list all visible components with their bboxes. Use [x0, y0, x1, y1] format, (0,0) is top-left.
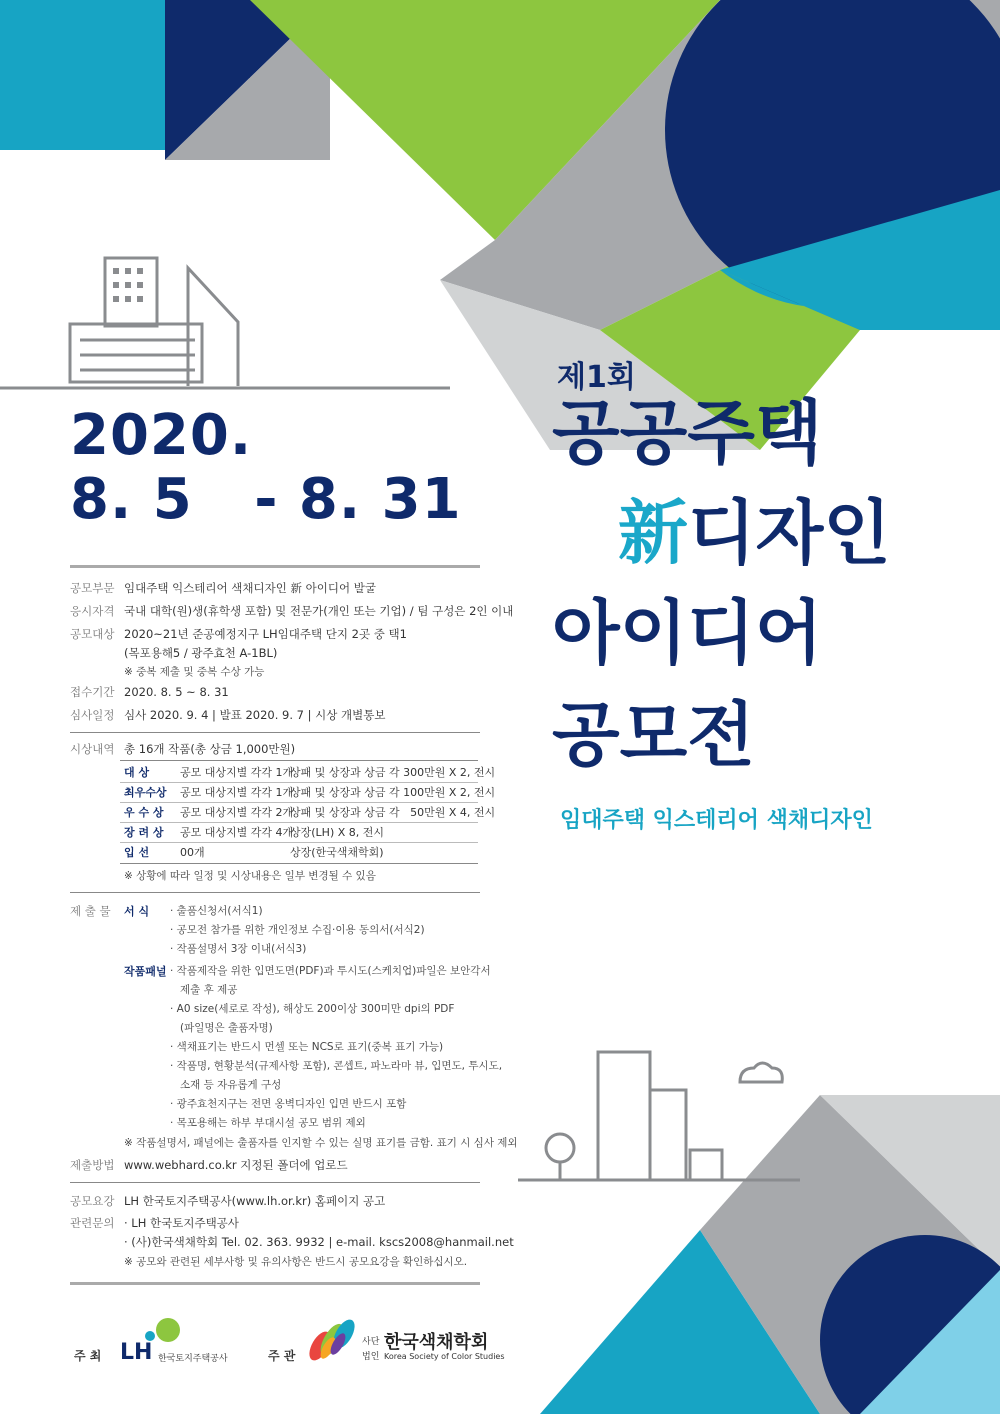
- prize-count: 공모 대상지별 각각 1개: [180, 786, 294, 799]
- form-item: · 공모전 참가를 위한 개인정보 수집·이용 동의서(서식2): [170, 924, 425, 936]
- date-range: 8. 5 - 8. 31: [70, 467, 462, 532]
- method-label: 제출방법: [70, 1158, 115, 1172]
- prize-name: 장 려 상: [124, 826, 164, 839]
- inquiry-label: 관련문의: [70, 1216, 115, 1230]
- guide-text: LH 한국토지주택공사(www.lh.or.kr) 홈페이지 공고: [124, 1194, 386, 1208]
- navy-circle-bottom: [820, 1235, 1000, 1414]
- guide-label: 공모요강: [70, 1194, 115, 1208]
- prize-name: 입 선: [124, 846, 150, 859]
- divider: [70, 732, 480, 733]
- org-name: 한국색채학회: [384, 1332, 489, 1353]
- title-line-1: 공공주택: [552, 392, 823, 474]
- building-illustration-top: [0, 0, 500, 400]
- prize-reward: 상장(LH) X 8, 전시: [290, 826, 385, 839]
- inquiry-line: · LH 한국토지주택공사: [124, 1216, 239, 1230]
- prize-reward: 상패 및 상장과 상금 각 100만원 X 2, 전시: [290, 786, 496, 799]
- info-label: 공모부문: [70, 581, 115, 595]
- panel-item: · 광주효천지구는 전면 옹벽디자인 입면 반드시 포함: [170, 1098, 407, 1110]
- divider: [70, 1182, 480, 1183]
- panel-item: (파일명은 출품자명): [170, 1022, 273, 1034]
- org-prefix: 사단: [362, 1337, 380, 1347]
- prize-reward: 상패 및 상장과 상금 각 300만원 X 2, 전시: [290, 766, 496, 779]
- inquiry-line: · (사)한국색채학회 Tel. 02. 363. 9932 | e-mail. kscs2008@hanmail.net: [124, 1235, 514, 1249]
- info-text: 국내 대학(원)생(휴학생 포함) 및 전문가(개인 또는 기업) / 팀 구성은 2인 이내: [124, 604, 514, 618]
- edition-label: 제1회: [557, 360, 636, 395]
- prizes-label: 시상내역: [70, 742, 115, 756]
- prize-count: 공모 대상지별 각각 2개: [180, 806, 294, 819]
- prize-reward: 상장(한국색채학회): [290, 846, 384, 859]
- info-label: 접수기간: [70, 685, 115, 699]
- info-text: (목포용해5 / 광주효천 A-1BL): [124, 646, 278, 660]
- kscs-logo-icon: [306, 1318, 358, 1364]
- light-gray-triangle-bottom: [820, 1095, 1000, 1270]
- panel-item: · 작품명, 현황분석(규제사항 포함), 콘셉트, 파노라마 뷰, 입면도, 투시도,: [170, 1060, 503, 1072]
- gray-shape-bottom: [700, 1095, 1000, 1414]
- prize-row-rule: [120, 822, 478, 823]
- prize-count: 00개: [180, 846, 205, 859]
- prize-row-rule: [120, 782, 478, 783]
- title-line-4: 공모전: [552, 694, 755, 776]
- prize-row-rule: [120, 842, 478, 843]
- org-name-en: Korea Society of Color Studies: [384, 1352, 505, 1361]
- date-year: 2020.: [70, 403, 253, 468]
- lh-logo: LH: [120, 1340, 153, 1365]
- prize-table-rule: [120, 760, 478, 761]
- prizes-note: ※ 상황에 따라 일정 및 시상내용은 일부 변경될 수 있음: [124, 870, 376, 882]
- panel-item: · 작품제작을 위한 입면도면(PDF)과 투시도(스케치업)파일은 보안각서: [170, 965, 491, 977]
- title-line-3: 아이디어: [552, 592, 823, 674]
- info-text: 2020~21년 준공예정지구 LH임대주택 단지 2곳 중 택1: [124, 627, 407, 641]
- prize-row-rule: [120, 802, 478, 803]
- info-text: 심사 2020. 9. 4 | 발표 2020. 9. 7 | 시상 개별통보: [124, 708, 386, 722]
- sky-triangle-bottom: [860, 1270, 1000, 1414]
- info-label: 응시자격: [70, 604, 115, 618]
- host-label: 주 최: [74, 1349, 102, 1363]
- info-label: 공모대상: [70, 627, 115, 641]
- title-line-2-rest: 디자인: [688, 492, 891, 574]
- form-item: · 출품신청서(서식1): [170, 905, 263, 917]
- divider: [70, 565, 480, 568]
- title-line-2: [618, 492, 891, 574]
- panel-item: 소재 등 자유롭게 구성: [170, 1079, 282, 1091]
- panel-item: 제출 후 제공: [170, 984, 238, 996]
- info-label: 심사일정: [70, 708, 115, 722]
- prize-name: 대 상: [124, 766, 150, 779]
- form-label: 서 식: [124, 905, 150, 918]
- method-text: www.webhard.co.kr 지정된 폴더에 업로드: [124, 1158, 348, 1172]
- org-label: 주 관: [268, 1349, 296, 1363]
- divider: [70, 892, 480, 893]
- panel-item: · 색채표기는 반드시 먼셀 또는 NCS로 표기(중복 표기 가능): [170, 1041, 444, 1053]
- submission-label: 제 출 물: [70, 904, 111, 918]
- prize-reward: 상패 및 상장과 상금 각 50만원 X 4, 전시: [290, 806, 496, 819]
- prize-table-rule: [120, 863, 478, 864]
- panel-item: · 목포용해는 하부 부대시설 공모 범위 제외: [170, 1117, 366, 1129]
- info-note: ※ 중복 제출 및 중복 수상 가능: [124, 666, 265, 678]
- prizes-header: 총 16개 작품(총 상금 1,000만원): [124, 742, 296, 756]
- prize-name: 우 수 상: [124, 806, 164, 819]
- prize-count: 공모 대상지별 각각 4개: [180, 826, 294, 839]
- org-prefix: 법인: [362, 1352, 380, 1362]
- contact-note: ※ 공모와 관련된 세부사항 및 유의사항은 반드시 공모요강을 확인하십시오.: [124, 1256, 468, 1268]
- prize-count: 공모 대상지별 각각 1개: [180, 766, 294, 779]
- prize-name: 최우수상: [124, 786, 167, 799]
- subtitle: 임대주택 익스테리어 색채디자인: [560, 808, 873, 833]
- panel-item: · A0 size(세로로 작성), 해상도 200이상 300미만 dpi의 PDF: [170, 1003, 455, 1015]
- submission-note: ※ 작품설명서, 패널에는 출품자를 인지할 수 있는 실명 표기를 금함. 표기 시 심사 제외: [124, 1137, 518, 1149]
- host-name: 한국토지주택공사: [158, 1354, 228, 1364]
- cyan-triangle-bottom: [540, 1230, 820, 1414]
- info-text: 2020. 8. 5 ~ 8. 31: [124, 685, 229, 699]
- divider: [70, 1282, 480, 1285]
- form-item: · 작품설명서 3장 이내(서식3): [170, 943, 307, 955]
- info-text: 임대주택 익스테리어 색채디자인 新 아이디어 발굴: [124, 581, 376, 595]
- panel-label: 작품패널: [124, 965, 167, 978]
- title-accent: 新: [618, 492, 688, 574]
